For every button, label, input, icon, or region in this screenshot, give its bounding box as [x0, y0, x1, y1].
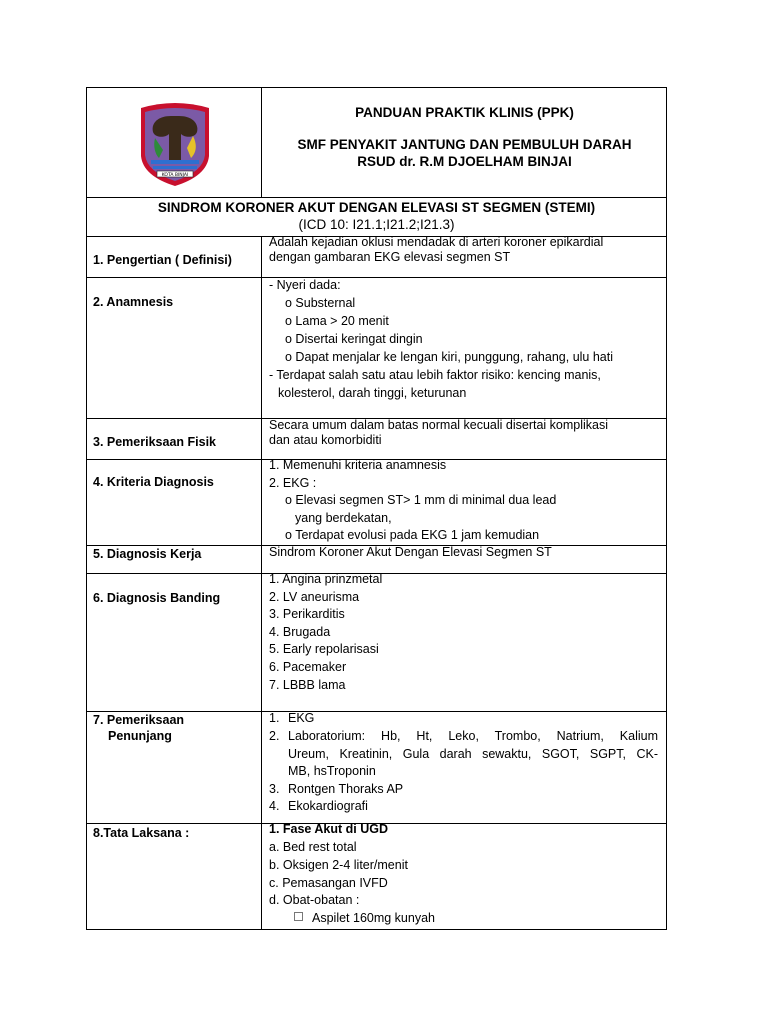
support-item-lab-1: Laboratorium: Hb, Ht, Leko, Trombo, Natrium, Kalium	[288, 729, 658, 743]
row-anamnesis	[87, 278, 666, 419]
header-title-cell	[263, 88, 666, 197]
physical-exam-line-1: Secara umum dalam batas normal kecuali disertai komplikasi	[269, 418, 609, 432]
logo-cell	[87, 88, 262, 197]
definition-line-1: Adalah kejadian oklusi mendadak di arteri koroner epikardial	[269, 235, 604, 249]
support-item-number: 4.	[269, 799, 280, 813]
row-diagnosis-kerja	[87, 546, 666, 574]
label-kriteria-diagnosis: 4. Kriteria Diagnosis	[93, 475, 214, 489]
definition-line-2: dengan gambaran EKG elevasi segmen ST	[269, 250, 511, 264]
label-anamnesis: 2. Anamnesis	[93, 295, 174, 309]
criteria-line-1: 1. Memenuhi kriteria anamnesis	[269, 458, 447, 472]
criteria-line-5: o Terdapat evolusi pada EKG 1 jam kemudian	[285, 528, 540, 542]
label-tata-laksana: 8.Tata Laksana :	[93, 826, 190, 840]
kota-binjai-emblem	[135, 100, 215, 188]
row-tata-laksana	[87, 824, 666, 930]
anamnesis-item: o Disertai keringat dingin	[285, 332, 423, 346]
differential-item: 3. Perikarditis	[269, 607, 345, 621]
label-pemeriksaan-penunjang: 7. Pemeriksaan	[93, 713, 185, 727]
drug-list-item	[294, 910, 435, 928]
support-item: Ekokardiografi	[288, 799, 368, 813]
differential-item: 5. Early repolarisasi	[269, 642, 379, 656]
anamnesis-item: o Substernal	[285, 296, 356, 310]
criteria-line-4: yang berdekatan,	[295, 511, 392, 525]
physical-exam-line-2: dan atau komorbiditi	[269, 433, 382, 447]
differential-item: 1. Angina prinzmetal	[269, 572, 383, 586]
support-item-number: 3.	[269, 782, 280, 796]
differential-item: 7. LBBB lama	[269, 678, 346, 692]
criteria-line-2: 2. EKG :	[269, 476, 317, 490]
anamnesis-item: o Dapat menjalar ke lengan kiri, punggung, rahang, ulu hati	[285, 350, 613, 364]
label-diagnosis-kerja: 5. Diagnosis Kerja	[93, 547, 202, 561]
drug-name: Aspilet 160mg kunyah	[312, 911, 435, 925]
support-item: Rontgen Thoraks AP	[288, 782, 404, 796]
risk-factor-line-1: - Terdapat salah satu atau lebih faktor risiko: kencing manis,	[269, 368, 601, 382]
subject-row	[87, 198, 666, 237]
anamnesis-intro: - Nyeri dada:	[269, 278, 341, 292]
support-item-lab-2: Ureum, Kreatinin, Gula darah sewaktu, SGOT, SGPT, CK-	[288, 747, 658, 761]
row-diagnosis-banding	[87, 574, 666, 712]
criteria-line-3: o Elevasi segmen ST> 1 mm di minimal dua lead	[285, 493, 557, 507]
treatment-item: b. Oksigen 2-4 liter/menit	[269, 858, 408, 872]
subject-title: SINDROM KORONER AKUT DENGAN ELEVASI ST SEGMEN (STEMI)	[157, 200, 596, 215]
support-item-number: 1.	[269, 711, 280, 725]
label-penunjang: Penunjang	[108, 729, 172, 743]
differential-item: 6. Pacemaker	[269, 660, 347, 674]
logo-text: KOTA BINJAI	[161, 173, 189, 178]
risk-factor-line-2: kolesterol, darah tinggi, keturunan	[278, 386, 467, 400]
label-pengertian: 1. Pengertian ( Definisi)	[93, 253, 232, 267]
square-bullet-icon	[294, 912, 303, 921]
document-title: PANDUAN PRAKTIK KLINIS (PPK)	[355, 105, 574, 120]
support-item: EKG	[288, 711, 315, 725]
working-diagnosis: Sindrom Koroner Akut Dengan Elevasi Segmen ST	[269, 545, 552, 559]
treatment-item: d. Obat-obatan :	[269, 893, 360, 907]
treatment-item: c. Pemasangan IVFD	[269, 876, 388, 890]
treatment-phase-heading: 1. Fase Akut di UGD	[269, 822, 389, 836]
row-pemeriksaan-penunjang	[87, 712, 666, 824]
support-item-lab-3: MB, hsTroponin	[288, 764, 376, 778]
icd-codes: (ICD 10: I21.1;I21.2;I21.3)	[298, 217, 455, 232]
header-row	[87, 88, 666, 198]
label-diagnosis-banding: 6. Diagnosis Banding	[93, 591, 221, 605]
anamnesis-item: o Lama > 20 menit	[285, 314, 389, 328]
row-pemeriksaan-fisik	[87, 419, 666, 460]
row-pengertian	[87, 237, 666, 278]
support-item-number: 2.	[269, 729, 280, 743]
row-kriteria-diagnosis	[87, 460, 666, 546]
department-line-2: RSUD dr. R.M DJOELHAM BINJAI	[357, 154, 572, 169]
differential-item: 4. Brugada	[269, 625, 331, 639]
department-line-1: SMF PENYAKIT JANTUNG DAN PEMBULUH DARAH	[297, 137, 632, 152]
differential-item: 2. LV aneurisma	[269, 590, 360, 604]
label-pemeriksaan-fisik: 3. Pemeriksaan Fisik	[93, 435, 216, 449]
ppk-document-table	[86, 87, 667, 930]
treatment-item: a. Bed rest total	[269, 840, 357, 854]
